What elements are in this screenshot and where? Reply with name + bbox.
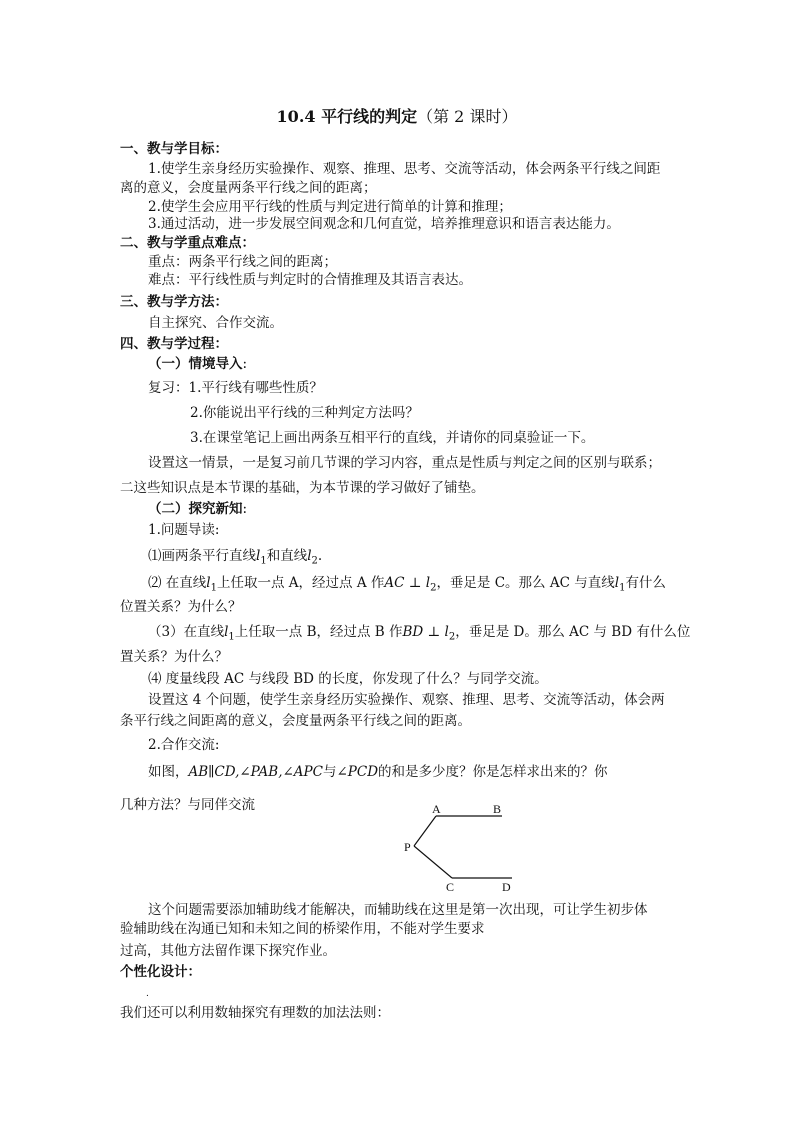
segment-pa	[414, 816, 436, 846]
personal-design-heading: 个性化设计：	[120, 964, 201, 980]
review-2: 2.你能说出平行线的三种判定方法吗？	[190, 405, 419, 421]
review-1: 复习：1.平行线有哪些性质？	[148, 380, 323, 396]
para-1-line-1: 设置这一情景，一是复习前几节课的学习内容，重点是性质与判定之间的区别与联系；	[148, 455, 661, 471]
question-2-line-2: 位置关系？为什么？	[120, 599, 242, 615]
para-2-line-2: 条平行线之间距离的意义，会度量两条平行线之间的距离。	[120, 713, 471, 729]
label-p: P	[404, 840, 411, 854]
number-line-text: 我们还可以利用数轴探究有理数的加法法则：	[120, 1005, 390, 1021]
question-3-line-1: （3）在直线$l_1$上任取一点 B，经过点 B 作BD ⊥ $l_2$，垂足是 D。那么 AC 与 BD 有什么位	[148, 624, 691, 643]
stray-dot: .	[146, 989, 149, 999]
question-2-line-1: ⑵ 在直线$l_1$上任取一点 A，经过点 A 作AC ⊥ $l_2$，垂足是 C。那么 AC 与直线$l_1$有什么	[148, 575, 666, 594]
page-title	[0, 106, 794, 128]
para-1-line-2: 二这些知识点是本节课的基础，为本节课的学习做好了铺垫。	[120, 480, 485, 496]
exercise-line-2: 几种方法？与同伴交流	[120, 797, 255, 813]
section-1-heading: 一、教与学目标：	[120, 141, 228, 157]
goal-3: 3.通过活动，进一步发展空间观念和几何直觉，培养推理意识和语言表达能力。	[148, 216, 620, 232]
title-main: 10.4 平行线的判定	[276, 107, 418, 126]
exercise-line-1: 如图，AB∥CD,∠PAB,∠APC与∠PCD的和是多少度？你是怎样求出来的？你	[148, 764, 608, 780]
label-c: C	[446, 880, 455, 892]
method-text: 自主探究、合作交流。	[148, 315, 283, 331]
segment-pc	[414, 846, 452, 878]
goal-2: 2.使学生会应用平行线的性质与判定进行简单的计算和推理；	[148, 199, 512, 215]
section-3-heading: 三、教与学方法：	[120, 294, 228, 310]
para-2-line-1: 设置这 4 个问题，使学生亲身经历实验操作、观察、推理、思考、交流等活动，体会两	[148, 692, 665, 708]
goal-1-line-1: 1.使学生亲身经历实验操作、观察、推理、思考、交流等活动，体会两条平行线之间距	[148, 161, 661, 177]
label-b: B	[493, 802, 502, 816]
question-4: ⑷ 度量线段 AC 与线段 BD 的长度，你发现了什么？与同学交流。	[148, 671, 548, 687]
review-3: 3.在课堂笔记上画出两条互相平行的直线，并请你的同桌验证一下。	[190, 430, 595, 446]
label-a: A	[432, 802, 441, 816]
para-3-line-3: 过高，其他方法留作课下探究作业。	[120, 943, 336, 959]
parallel-lines-figure	[398, 800, 524, 892]
question-guide-title: 1.问题导读:	[148, 522, 220, 538]
title-lesson: （第 2 课时）	[417, 107, 518, 126]
difficult-point: 难点：平行线性质与判定时的合情推理及其语言表达。	[148, 272, 472, 288]
para-3-line-2: 验辅助线在沟通已知和未知之间的桥梁作用，不能对学生要求	[120, 921, 485, 937]
part-1-heading: （一）情境导入:	[148, 356, 248, 372]
para-3-line-1: 这个问题需要添加辅助线才能解决，而辅助线在这里是第一次出现，可让学生初步体	[148, 902, 648, 918]
label-d: D	[502, 880, 511, 892]
section-4-heading: 四、教与学过程：	[120, 336, 228, 352]
question-3-line-2: 置关系？为什么？	[120, 649, 228, 665]
goal-1-line-2: 离的意义，会度量两条平行线之间的距离；	[120, 180, 377, 196]
part-2-heading: （二）探究新知:	[148, 501, 248, 517]
section-2-heading: 二、教与学重点难点：	[120, 235, 255, 251]
question-1: ⑴画两条平行直线$l_1$和直线$l_2$.	[148, 548, 323, 567]
cooperation-title: 2.合作交流:	[148, 737, 220, 753]
key-point: 重点：两条平行线之间的距离；	[148, 254, 337, 270]
